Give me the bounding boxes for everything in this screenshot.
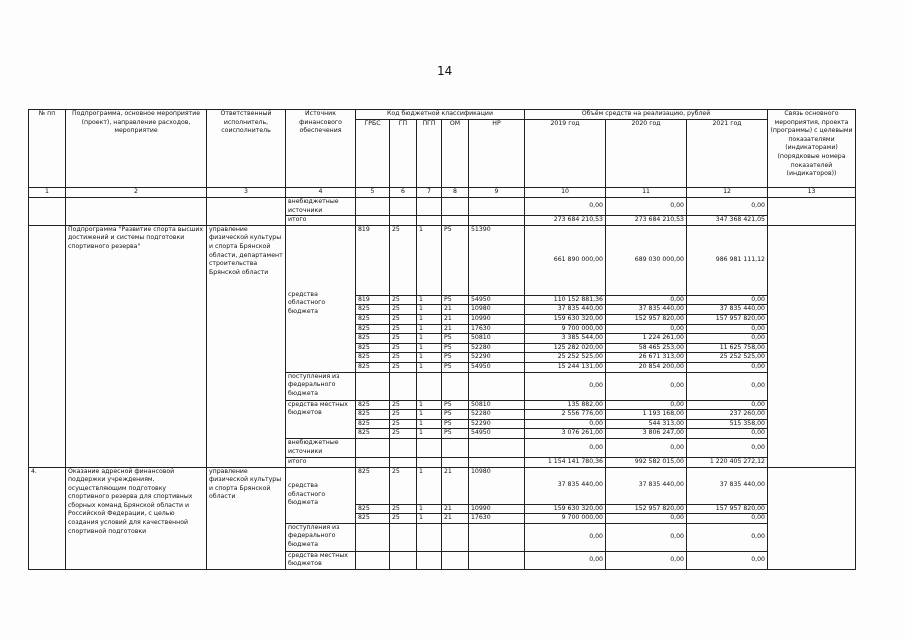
header-volume: Объём средств на реализацию, рублей — [525, 110, 768, 120]
value-2019: 159 630 320,00 — [525, 504, 606, 514]
om-cell: P5 — [442, 334, 469, 344]
empty-code-cell — [442, 198, 469, 216]
pgp-cell: 1 — [417, 429, 442, 439]
om-cell: P5 — [442, 295, 469, 305]
column-number: 1 — [29, 188, 66, 198]
value-2019: 15 244 131,00 — [525, 362, 606, 372]
source-local: средства местных бюджетов — [286, 551, 356, 569]
column-number-row — [29, 188, 856, 198]
value-2019: 0,00 — [525, 419, 606, 429]
value-2020: 37 835 440,00 — [606, 467, 687, 504]
om-cell: 21 — [442, 467, 469, 504]
column-number: 4 — [286, 188, 356, 198]
num-cell — [29, 198, 66, 226]
grbs-cell: 825 — [356, 343, 390, 353]
value-2021: 515 358,00 — [687, 419, 768, 429]
pgp-cell: 1 — [417, 305, 442, 315]
source-federal: поступления из федерального бюджета — [286, 523, 356, 551]
header-link: Связь основного мероприятия, проекта (программы) с целевыми показателями (индикаторами) (порядковые номера показателей (индикаторов)) — [768, 110, 856, 188]
value-2019: 25 252 525,00 — [525, 353, 606, 363]
value-2021: 157 957 820,00 — [687, 314, 768, 324]
source-total: итого — [286, 216, 356, 226]
nr-cell: 10980 — [469, 305, 525, 315]
value-2019: 0,00 — [525, 438, 606, 457]
gp-cell: 25 — [390, 225, 417, 295]
value-2020: 689 030 000,00 — [606, 225, 687, 295]
grbs-cell: 825 — [356, 314, 390, 324]
pgp-cell: 1 — [417, 467, 442, 504]
gp-cell: 25 — [390, 305, 417, 315]
pgp-cell: 1 — [417, 334, 442, 344]
header-program: Подпрограмма, основное мероприятие (проект), направление расходов, мероприятие — [66, 110, 207, 188]
om-cell: P5 — [442, 343, 469, 353]
item-name: Оказание адресной финансовой поддержки учреждениям, осуществляющим подготовку спортивного резерва для спортивных сборных команд Брянской области и Российской Федерации, с целью создания условий для качественной спортивной подготовки — [66, 467, 207, 569]
header-nr: НР — [469, 120, 525, 188]
empty-code-cell — [469, 216, 525, 226]
subprogram-executor: управление физической культуры и спорта Брянской области, департамент строительства Брянской области — [207, 225, 286, 467]
grbs-cell: 819 — [356, 225, 390, 295]
value-2021: 0,00 — [687, 198, 768, 216]
om-cell: P5 — [442, 353, 469, 363]
empty-code-cell — [390, 438, 417, 457]
nr-cell: 52290 — [469, 353, 525, 363]
empty-code-cell — [442, 551, 469, 569]
grbs-cell: 825 — [356, 429, 390, 439]
grbs-cell: 825 — [356, 514, 390, 524]
empty-code-cell — [356, 216, 390, 226]
subprogram-name: Подпрограмма "Развитие спорта высших достижений и системы подготовки спортивного резерва" — [66, 225, 207, 467]
value-2019: 273 684 210,53 — [525, 216, 606, 226]
grbs-cell: 825 — [356, 419, 390, 429]
header-grbs: ГРБС — [356, 120, 390, 188]
value-2020: 0,00 — [606, 198, 687, 216]
pgp-cell: 1 — [417, 324, 442, 334]
empty-code-cell — [390, 551, 417, 569]
executor-cell — [207, 198, 286, 226]
value-2020: 0,00 — [606, 514, 687, 524]
value-2020: 0,00 — [606, 324, 687, 334]
program-cell — [66, 198, 207, 226]
grbs-cell: 825 — [356, 334, 390, 344]
grbs-cell: 825 — [356, 504, 390, 514]
value-2021: 0,00 — [687, 334, 768, 344]
empty-code-cell — [417, 216, 442, 226]
value-2019: 37 835 440,00 — [525, 305, 606, 315]
value-2019: 135 882,00 — [525, 400, 606, 410]
header-executor: Ответственный исполнитель, соисполнитель — [207, 110, 286, 188]
value-2020: 58 465 253,00 — [606, 343, 687, 353]
value-2021: 0,00 — [687, 429, 768, 439]
column-number: 6 — [390, 188, 417, 198]
om-cell: P5 — [442, 419, 469, 429]
grbs-cell: 825 — [356, 362, 390, 372]
value-2019: 3 076 261,00 — [525, 429, 606, 439]
value-2021: 0,00 — [687, 551, 768, 569]
empty-code-cell — [390, 523, 417, 551]
column-number: 12 — [687, 188, 768, 198]
header-pgp: ПГП — [417, 120, 442, 188]
table-row — [29, 467, 856, 504]
value-2021: 11 625 758,00 — [687, 343, 768, 353]
empty-code-cell — [356, 372, 390, 400]
pgp-cell: 1 — [417, 295, 442, 305]
value-2020: 0,00 — [606, 523, 687, 551]
value-2021: 37 835 440,00 — [687, 467, 768, 504]
pgp-cell: 1 — [417, 410, 442, 420]
value-2019: 125 282 020,00 — [525, 343, 606, 353]
om-cell: P5 — [442, 400, 469, 410]
column-number: 7 — [417, 188, 442, 198]
gp-cell: 25 — [390, 504, 417, 514]
item-number: 4. — [29, 467, 66, 569]
nr-cell: 54950 — [469, 362, 525, 372]
om-cell: 21 — [442, 305, 469, 315]
value-2021: 1 220 405 272,12 — [687, 457, 768, 467]
pgp-cell: 1 — [417, 314, 442, 324]
om-cell: P5 — [442, 362, 469, 372]
value-2021: 0,00 — [687, 400, 768, 410]
column-number: 11 — [606, 188, 687, 198]
empty-code-cell — [469, 372, 525, 400]
source-regional: средства областного бюджета — [286, 467, 356, 523]
table-body — [29, 198, 856, 570]
om-cell: 21 — [442, 314, 469, 324]
value-2020: 0,00 — [606, 551, 687, 569]
value-2020: 0,00 — [606, 438, 687, 457]
value-2019: 0,00 — [525, 372, 606, 400]
empty-code-cell — [390, 198, 417, 216]
gp-cell: 25 — [390, 295, 417, 305]
gp-cell: 25 — [390, 353, 417, 363]
header-gp: ГП — [390, 120, 417, 188]
source-regional: средства областного бюджета — [286, 225, 356, 372]
pgp-cell: 1 — [417, 514, 442, 524]
nr-cell: 17630 — [469, 324, 525, 334]
value-2021: 237 260,00 — [687, 410, 768, 420]
value-2019: 0,00 — [525, 198, 606, 216]
grbs-cell: 825 — [356, 410, 390, 420]
pgp-cell: 1 — [417, 225, 442, 295]
value-2021: 0,00 — [687, 372, 768, 400]
table-row — [29, 198, 856, 216]
value-2020: 544 313,00 — [606, 419, 687, 429]
link-cell — [768, 467, 856, 569]
nr-cell: 17630 — [469, 514, 525, 524]
om-cell: P5 — [442, 225, 469, 295]
link-cell — [768, 225, 856, 467]
pgp-cell: 1 — [417, 419, 442, 429]
value-2019: 110 152 881,36 — [525, 295, 606, 305]
gp-cell: 25 — [390, 419, 417, 429]
pgp-cell: 1 — [417, 504, 442, 514]
pgp-cell: 1 — [417, 343, 442, 353]
empty-code-cell — [442, 372, 469, 400]
om-cell: P5 — [442, 429, 469, 439]
value-2019: 159 630 320,00 — [525, 314, 606, 324]
source-extra: внебюджетные источники — [286, 438, 356, 457]
value-2019: 9 700 000,00 — [525, 324, 606, 334]
grbs-cell: 825 — [356, 400, 390, 410]
value-2021: 0,00 — [687, 362, 768, 372]
empty-code-cell — [469, 198, 525, 216]
om-cell: 21 — [442, 504, 469, 514]
value-2019: 0,00 — [525, 551, 606, 569]
empty-code-cell — [469, 438, 525, 457]
value-2021: 0,00 — [687, 523, 768, 551]
value-2021: 37 835 440,00 — [687, 305, 768, 315]
om-cell: 21 — [442, 514, 469, 524]
pgp-cell: 1 — [417, 362, 442, 372]
nr-cell: 54950 — [469, 429, 525, 439]
empty-code-cell — [390, 372, 417, 400]
value-2021: 0,00 — [687, 438, 768, 457]
column-number: 13 — [768, 188, 856, 198]
item-executor: управление физической культуры и спорта Брянской области — [207, 467, 286, 569]
source-extra: внебюджетные источники — [286, 198, 356, 216]
value-2020: 0,00 — [606, 372, 687, 400]
header-2020: 2020 год — [606, 120, 687, 188]
column-number: 9 — [469, 188, 525, 198]
column-number: 10 — [525, 188, 606, 198]
nr-cell: 50810 — [469, 400, 525, 410]
empty-code-cell — [356, 438, 390, 457]
header-source: Источник финансового обеспечения — [286, 110, 356, 188]
value-2021: 347 368 421,05 — [687, 216, 768, 226]
value-2021: 0,00 — [687, 295, 768, 305]
value-2020: 0,00 — [606, 295, 687, 305]
om-cell: P5 — [442, 410, 469, 420]
empty-code-cell — [356, 198, 390, 216]
gp-cell: 25 — [390, 467, 417, 504]
value-2020: 152 957 820,00 — [606, 504, 687, 514]
nr-cell: 52290 — [469, 419, 525, 429]
nr-cell: 51390 — [469, 225, 525, 295]
link-cell — [768, 198, 856, 226]
source-federal: поступления из федерального бюджета — [286, 372, 356, 400]
empty-code-cell — [356, 523, 390, 551]
column-number: 5 — [356, 188, 390, 198]
empty-code-cell — [442, 523, 469, 551]
gp-cell: 25 — [390, 314, 417, 324]
header-om: ОМ — [442, 120, 469, 188]
nr-cell: 50810 — [469, 334, 525, 344]
value-2019: 9 700 000,00 — [525, 514, 606, 524]
empty-code-cell — [356, 551, 390, 569]
empty-code-cell — [469, 457, 525, 467]
gp-cell: 25 — [390, 400, 417, 410]
empty-code-cell — [417, 198, 442, 216]
value-2019: 2 556 776,00 — [525, 410, 606, 420]
value-2019: 37 835 440,00 — [525, 467, 606, 504]
value-2021: 25 252 525,00 — [687, 353, 768, 363]
grbs-cell: 825 — [356, 353, 390, 363]
value-2019: 3 385 544,00 — [525, 334, 606, 344]
value-2020: 1 193 168,00 — [606, 410, 687, 420]
nr-cell: 52280 — [469, 343, 525, 353]
empty-code-cell — [442, 438, 469, 457]
empty-code-cell — [417, 438, 442, 457]
grbs-cell: 825 — [356, 305, 390, 315]
value-2021: 0,00 — [687, 324, 768, 334]
gp-cell: 25 — [390, 362, 417, 372]
value-2020: 1 224 261,00 — [606, 334, 687, 344]
value-2020: 20 854 200,00 — [606, 362, 687, 372]
nr-cell: 52280 — [469, 410, 525, 420]
empty-code-cell — [442, 216, 469, 226]
gp-cell: 25 — [390, 324, 417, 334]
value-2021: 157 957 820,00 — [687, 504, 768, 514]
nr-cell: 10980 — [469, 467, 525, 504]
header-num: № пп — [29, 110, 66, 188]
grbs-cell: 825 — [356, 324, 390, 334]
column-number: 8 — [442, 188, 469, 198]
grbs-cell: 819 — [356, 295, 390, 305]
nr-cell: 10990 — [469, 314, 525, 324]
gp-cell: 25 — [390, 343, 417, 353]
value-2020: 37 835 440,00 — [606, 305, 687, 315]
empty-code-cell — [442, 457, 469, 467]
nr-cell: 10990 — [469, 504, 525, 514]
pgp-cell: 1 — [417, 353, 442, 363]
value-2019: 0,00 — [525, 523, 606, 551]
budget-table — [28, 109, 856, 570]
empty-code-cell — [417, 457, 442, 467]
source-local: средства местных бюджетов — [286, 400, 356, 438]
value-2020: 273 684 210,53 — [606, 216, 687, 226]
column-number: 2 — [66, 188, 207, 198]
pgp-cell: 1 — [417, 400, 442, 410]
empty-code-cell — [469, 523, 525, 551]
header-2019: 2019 год — [525, 120, 606, 188]
page-number: 14 — [437, 64, 453, 78]
om-cell: 21 — [442, 324, 469, 334]
gp-cell: 25 — [390, 429, 417, 439]
value-2020: 152 957 820,00 — [606, 314, 687, 324]
value-2019: 661 890 000,00 — [525, 225, 606, 295]
value-2019: 1 154 141 780,36 — [525, 457, 606, 467]
value-2020: 0,00 — [606, 400, 687, 410]
gp-cell: 25 — [390, 334, 417, 344]
empty-code-cell — [417, 372, 442, 400]
empty-code-cell — [390, 457, 417, 467]
header-budget-code: Код бюджетной классификации — [356, 110, 525, 120]
nr-cell: 54950 — [469, 295, 525, 305]
gp-cell: 25 — [390, 410, 417, 420]
empty-code-cell — [469, 551, 525, 569]
empty-code-cell — [417, 523, 442, 551]
value-2020: 26 671 313,00 — [606, 353, 687, 363]
value-2020: 3 806 247,00 — [606, 429, 687, 439]
value-2021: 986 981 111,12 — [687, 225, 768, 295]
empty-code-cell — [390, 216, 417, 226]
empty-code-cell — [356, 457, 390, 467]
gp-cell: 25 — [390, 514, 417, 524]
header-2021: 2021 год — [687, 120, 768, 188]
value-2020: 992 582 015,00 — [606, 457, 687, 467]
value-2021: 0,00 — [687, 514, 768, 524]
column-number: 3 — [207, 188, 286, 198]
source-total: итого — [286, 457, 356, 467]
table-row — [29, 225, 856, 295]
num-cell — [29, 225, 66, 467]
grbs-cell: 825 — [356, 467, 390, 504]
empty-code-cell — [417, 551, 442, 569]
